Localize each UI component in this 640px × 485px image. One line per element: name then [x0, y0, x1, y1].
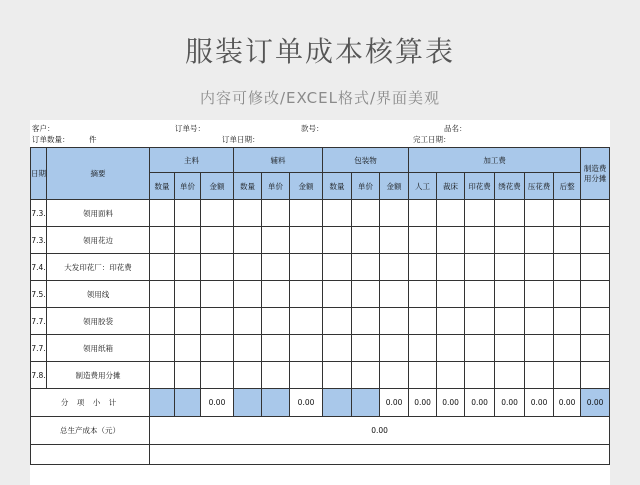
row-cell[interactable]	[290, 362, 323, 389]
row-cell[interactable]	[437, 308, 465, 335]
row-cell[interactable]	[554, 200, 581, 227]
table-row	[31, 281, 610, 308]
row-cell[interactable]	[290, 200, 323, 227]
row-date[interactable]: 7.8.	[31, 362, 47, 389]
row-cell[interactable]	[352, 335, 380, 362]
row-cell[interactable]	[495, 308, 525, 335]
sub-printing: 印花费	[465, 173, 495, 200]
row-cell[interactable]	[290, 227, 323, 254]
header-aux-material: 辅料	[234, 148, 323, 173]
row-cell[interactable]	[554, 281, 581, 308]
row-date[interactable]: 7.7.	[31, 308, 47, 335]
row-cell[interactable]	[262, 227, 290, 254]
row-cell[interactable]	[290, 254, 323, 281]
row-cell[interactable]	[352, 281, 380, 308]
row-cell[interactable]	[175, 335, 201, 362]
row-cell[interactable]	[234, 200, 262, 227]
row-cell[interactable]	[437, 335, 465, 362]
subtotal-finishing[interactable]: 0.00	[554, 389, 581, 417]
row-cell[interactable]	[323, 200, 352, 227]
row-cell[interactable]	[581, 308, 610, 335]
row-cell[interactable]	[201, 227, 234, 254]
row-cell[interactable]	[323, 281, 352, 308]
row-cell[interactable]	[234, 362, 262, 389]
sub-aux-price: 单价	[262, 173, 290, 200]
row-cell[interactable]	[581, 335, 610, 362]
row-cell[interactable]	[175, 227, 201, 254]
cost-table	[30, 147, 610, 465]
sub-aux-amount: 金额	[290, 173, 323, 200]
row-cell[interactable]	[525, 200, 554, 227]
row-cell[interactable]	[437, 200, 465, 227]
row-cell[interactable]	[465, 335, 495, 362]
row-cell[interactable]	[234, 335, 262, 362]
row-cell[interactable]	[201, 335, 234, 362]
row-cell[interactable]	[150, 227, 175, 254]
row-cell[interactable]	[465, 200, 495, 227]
customer-label: 客户：	[32, 124, 55, 133]
row-cell[interactable]	[262, 254, 290, 281]
row-cell[interactable]	[323, 362, 352, 389]
row-cell[interactable]	[409, 200, 437, 227]
header-packaging: 包装物	[323, 148, 409, 173]
header-date: 日期	[31, 148, 47, 200]
row-cell[interactable]	[554, 335, 581, 362]
page-title: 服装订单成本核算表	[184, 35, 455, 68]
row-cell[interactable]	[352, 362, 380, 389]
table-row	[31, 362, 610, 389]
subtotal-mfg[interactable]: 0.00	[581, 389, 610, 417]
row-cell[interactable]	[352, 308, 380, 335]
row-cell[interactable]	[581, 254, 610, 281]
sub-cutting: 裁床	[437, 173, 465, 200]
row-summary[interactable]: 制造费用分摊	[47, 362, 150, 389]
row-cell[interactable]	[150, 335, 175, 362]
row-cell[interactable]	[262, 281, 290, 308]
row-cell[interactable]	[581, 281, 610, 308]
subtotal-main-qty[interactable]	[150, 389, 175, 417]
sub-labor: 人工	[409, 173, 437, 200]
row-cell[interactable]	[581, 362, 610, 389]
row-cell[interactable]	[380, 308, 409, 335]
row-cell[interactable]	[352, 200, 380, 227]
cost-sheet	[30, 120, 610, 485]
row-cell[interactable]	[380, 281, 409, 308]
row-cell[interactable]	[554, 227, 581, 254]
row-summary[interactable]: 领用线	[47, 281, 150, 308]
row-cell[interactable]	[380, 200, 409, 227]
row-cell[interactable]	[409, 308, 437, 335]
row-cell[interactable]	[323, 335, 352, 362]
row-cell[interactable]	[352, 227, 380, 254]
subtotal-pressing[interactable]: 0.00	[525, 389, 554, 417]
row-cell[interactable]	[525, 308, 554, 335]
table-row	[31, 308, 610, 335]
row-summary[interactable]: 领用胶袋	[47, 308, 150, 335]
row-cell[interactable]	[175, 200, 201, 227]
row-cell[interactable]	[465, 362, 495, 389]
finish-date-label: 完工日期：	[413, 135, 451, 144]
row-cell[interactable]	[234, 281, 262, 308]
subtotal-cutting[interactable]: 0.00	[437, 389, 465, 417]
row-date[interactable]: 7.3.	[31, 200, 47, 227]
row-cell[interactable]	[465, 281, 495, 308]
subtotal-main-price[interactable]	[175, 389, 201, 417]
row-cell[interactable]	[495, 227, 525, 254]
row-cell[interactable]	[409, 335, 437, 362]
row-cell[interactable]	[175, 254, 201, 281]
row-cell[interactable]	[554, 308, 581, 335]
row-cell[interactable]	[234, 227, 262, 254]
table-row	[31, 335, 610, 362]
sub-pack-price: 单价	[352, 173, 380, 200]
row-cell[interactable]	[175, 308, 201, 335]
row-date[interactable]: 7.5.	[31, 281, 47, 308]
row-cell[interactable]	[201, 281, 234, 308]
subtotal-aux-price[interactable]	[262, 389, 290, 417]
row-cell[interactable]	[409, 254, 437, 281]
row-cell[interactable]	[437, 281, 465, 308]
row-cell[interactable]	[150, 308, 175, 335]
subtotal-printing[interactable]: 0.00	[465, 389, 495, 417]
subtotal-aux-amount[interactable]: 0.00	[290, 389, 323, 417]
header-processing-fee: 加工费	[409, 148, 581, 173]
blank-row-value[interactable]	[150, 445, 610, 465]
row-cell[interactable]	[352, 254, 380, 281]
row-cell[interactable]	[262, 308, 290, 335]
order-qty-unit: 件	[89, 135, 97, 144]
sub-pack-qty: 数量	[323, 173, 352, 200]
row-cell[interactable]	[150, 281, 175, 308]
subtotal-pack-amount[interactable]: 0.00	[380, 389, 409, 417]
row-cell[interactable]	[409, 362, 437, 389]
row-cell[interactable]	[495, 362, 525, 389]
sub-main-amount: 金额	[201, 173, 234, 200]
row-cell[interactable]	[525, 227, 554, 254]
row-cell[interactable]	[290, 335, 323, 362]
row-cell[interactable]	[437, 227, 465, 254]
row-cell[interactable]	[380, 227, 409, 254]
row-cell[interactable]	[380, 254, 409, 281]
row-cell[interactable]	[554, 254, 581, 281]
row-cell[interactable]	[201, 362, 234, 389]
style-no-label: 款号：	[301, 124, 324, 133]
order-no-label: 订单号：	[175, 124, 205, 133]
row-cell[interactable]	[234, 254, 262, 281]
order-qty-label: 订单数量：	[32, 135, 70, 144]
row-cell[interactable]	[175, 362, 201, 389]
data-rows	[31, 200, 610, 389]
row-summary[interactable]: 领用面料	[47, 200, 150, 227]
row-cell[interactable]	[380, 335, 409, 362]
row-cell[interactable]	[201, 200, 234, 227]
sub-aux-qty: 数量	[234, 173, 262, 200]
row-cell[interactable]	[150, 254, 175, 281]
blank-row-label[interactable]	[31, 445, 150, 465]
row-cell[interactable]	[465, 254, 495, 281]
row-summary[interactable]: 领用纸箱	[47, 335, 150, 362]
sub-pressing: 压花费	[525, 173, 554, 200]
row-date[interactable]: 7.7.	[31, 335, 47, 362]
row-date[interactable]: 7.3.	[31, 227, 47, 254]
row-summary[interactable]: 大发印花厂：印花费	[47, 254, 150, 281]
table-row	[31, 254, 610, 281]
header-mfg-allocation: 制造费用分摊	[581, 148, 610, 200]
row-cell[interactable]	[465, 308, 495, 335]
row-cell[interactable]	[525, 281, 554, 308]
row-cell[interactable]	[495, 335, 525, 362]
subtotal-embroidery[interactable]: 0.00	[495, 389, 525, 417]
row-summary[interactable]: 领用花边	[47, 227, 150, 254]
row-cell[interactable]	[201, 254, 234, 281]
row-cell[interactable]	[150, 200, 175, 227]
subtotal-label: 分 项 小 计	[31, 389, 150, 417]
row-cell[interactable]	[525, 362, 554, 389]
row-cell[interactable]	[581, 227, 610, 254]
order-date-label: 订单日期：	[222, 135, 260, 144]
row-cell[interactable]	[465, 227, 495, 254]
subtotal-pack-price[interactable]	[352, 389, 380, 417]
row-cell[interactable]	[290, 308, 323, 335]
sub-embroidery: 绣花费	[495, 173, 525, 200]
subtotal-main-amount[interactable]: 0.00	[201, 389, 234, 417]
row-cell[interactable]	[262, 200, 290, 227]
total-cost-value[interactable]: 0.00	[150, 417, 610, 445]
row-cell[interactable]	[525, 335, 554, 362]
row-cell[interactable]	[437, 254, 465, 281]
row-cell[interactable]	[262, 335, 290, 362]
header-main-material: 主料	[150, 148, 234, 173]
row-cell[interactable]	[409, 281, 437, 308]
header-summary: 摘要	[47, 148, 150, 200]
row-cell[interactable]	[262, 362, 290, 389]
subtotal-labor[interactable]: 0.00	[409, 389, 437, 417]
product-name-label: 品名：	[444, 124, 467, 133]
row-cell[interactable]	[175, 281, 201, 308]
row-cell[interactable]	[495, 281, 525, 308]
subtotal-pack-qty[interactable]	[323, 389, 352, 417]
row-cell[interactable]	[525, 254, 554, 281]
row-cell[interactable]	[290, 281, 323, 308]
sub-main-qty: 数量	[150, 173, 175, 200]
sub-finishing: 后整	[554, 173, 581, 200]
row-cell[interactable]	[409, 227, 437, 254]
row-cell[interactable]	[323, 227, 352, 254]
row-cell[interactable]	[380, 362, 409, 389]
row-cell[interactable]	[201, 308, 234, 335]
table-row	[31, 200, 610, 227]
row-cell[interactable]	[437, 362, 465, 389]
sub-main-price: 单价	[175, 173, 201, 200]
row-cell[interactable]	[554, 362, 581, 389]
row-cell[interactable]	[234, 308, 262, 335]
row-date[interactable]: 7.4.	[31, 254, 47, 281]
row-cell[interactable]	[581, 200, 610, 227]
row-cell[interactable]	[323, 254, 352, 281]
page-subtitle: 内容可修改/EXCEL格式/界面美观	[199, 89, 441, 107]
row-cell[interactable]	[323, 308, 352, 335]
table-row	[31, 227, 610, 254]
subtotal-aux-qty[interactable]	[234, 389, 262, 417]
row-cell[interactable]	[495, 254, 525, 281]
row-cell[interactable]	[150, 362, 175, 389]
sub-pack-amount: 金额	[380, 173, 409, 200]
row-cell[interactable]	[495, 200, 525, 227]
total-cost-label: 总生产成本（元）	[31, 417, 150, 445]
